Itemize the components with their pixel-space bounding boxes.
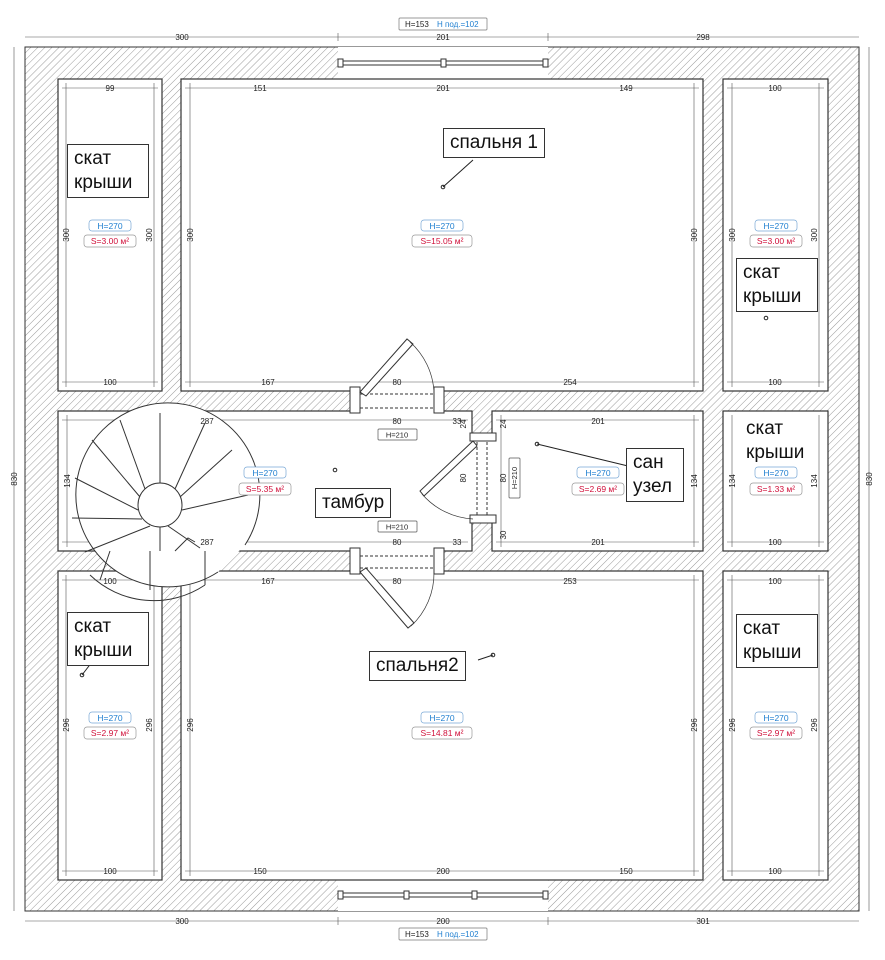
roof-tl-area: S=3.00 м²	[90, 236, 130, 246]
roof-tr-area: S=3.00 м²	[756, 236, 796, 246]
roof-bl-area: S=2.97 м²	[90, 728, 130, 738]
dim-bed1-top-1: 151	[253, 84, 267, 93]
label-bedroom-1: спальня 1	[443, 128, 545, 158]
tambur-door-bottom-height: H=210	[385, 522, 409, 532]
dim-bath-top: 201	[591, 417, 605, 426]
window-bottom-height: H=153	[405, 930, 429, 939]
dim-roof-br-side-r: 296	[810, 718, 819, 732]
roof-tl-height: H=270	[97, 221, 123, 231]
label-bedroom-2: спальня2	[369, 651, 466, 681]
dim-roof-tl-side-r: 300	[145, 228, 154, 242]
outer-bottom-right: 301	[696, 917, 710, 926]
outer-top-right: 298	[696, 33, 710, 42]
label-roof-middle-right: скат крыши	[746, 418, 805, 463]
dim-roof-mr-side-l: 134	[728, 474, 737, 488]
label-roof-bottom-right: скат крыши	[736, 614, 818, 668]
dim-bed1-top-2: 201	[436, 84, 450, 93]
roof-mr-height: H=270	[763, 468, 789, 478]
dim-bath-door-w: 80	[499, 473, 508, 483]
roof-tr-height: H=270	[763, 221, 789, 231]
dim-roof-tr-top: 100	[768, 84, 782, 93]
dim-tambur-small-top: 33	[452, 417, 462, 426]
dim-roof-mr-bottom: 100	[768, 538, 782, 547]
dim-roof-tr-side-r: 300	[810, 228, 819, 242]
dim-bed2-side-l: 296	[186, 718, 195, 732]
dim-bath-small-bottom: 30	[499, 530, 508, 540]
window-bottom-sill: H под.=102	[437, 930, 479, 939]
dim-bed1-bottom-2: 80	[392, 378, 402, 387]
dim-roof-br-side-l: 296	[728, 718, 737, 732]
dim-bed2-bottom-1: 150	[253, 867, 267, 876]
bedroom-2-height: H=270	[429, 713, 455, 723]
outer-bottom-left: 300	[175, 917, 189, 926]
dim-roof-bl-bottom: 100	[103, 867, 117, 876]
dim-bed2-bottom-2: 200	[436, 867, 450, 876]
label-roof-bottom-left: скат крыши	[67, 612, 149, 666]
dim-bed1-bottom-1: 167	[261, 378, 275, 387]
dim-roof-tl-bottom: 100	[103, 378, 117, 387]
bath-area: S=2.69 м²	[578, 484, 618, 494]
dim-roof-tr-bottom: 100	[768, 378, 782, 387]
dim-bed2-bottom-3: 150	[619, 867, 633, 876]
bath-door-height: H=210	[510, 466, 519, 490]
label-roof-top-right: скат крыши	[736, 258, 818, 312]
outer-top-mid: 201	[436, 33, 450, 42]
dim-roof-br-bottom: 100	[768, 867, 782, 876]
dim-roof-tl-top: 99	[105, 84, 115, 93]
dim-roof-bl-side-r: 296	[145, 718, 154, 732]
dim-bed2-top-3: 253	[563, 577, 577, 586]
window-top-sill: H под.=102	[437, 20, 479, 29]
dim-bed1-top-3: 149	[619, 84, 633, 93]
roof-br-height: H=270	[763, 713, 789, 723]
dim-roof-br-top: 100	[768, 577, 782, 586]
tambur-area: S=5.35 м²	[245, 484, 285, 494]
label-bathroom: сан узел	[626, 448, 684, 502]
bath-height: H=270	[585, 468, 611, 478]
dim-bed2-side-r: 296	[690, 718, 699, 732]
tambur-height: H=270	[252, 468, 278, 478]
roof-mr-area: S=1.33 м²	[756, 484, 796, 494]
bedroom-1-area: S=15.05 м²	[420, 236, 464, 246]
dim-tambur-top: 287	[200, 417, 214, 426]
dim-tambur-side: 134	[63, 474, 72, 488]
dim-bath-door: 80	[459, 473, 468, 483]
dim-tambur-door-bottom: 80	[392, 538, 402, 547]
label-tambur: тамбур	[315, 488, 391, 518]
dim-bath-bottom: 201	[591, 538, 605, 547]
dim-tambur-bottom: 287	[200, 538, 214, 547]
dim-tambur-door-top: 80	[392, 417, 402, 426]
dim-roof-tl-side-l: 300	[62, 228, 71, 242]
room-bedroom-2	[181, 571, 703, 880]
bedroom-2-area: S=14.81 м²	[420, 728, 464, 738]
roof-br-area: S=2.97 м²	[756, 728, 796, 738]
label-roof-top-left: скат крыши	[67, 144, 149, 198]
outer-right: 830	[865, 472, 874, 486]
bedroom-1-height: H=270	[429, 221, 455, 231]
dim-roof-bl-top: 100	[103, 577, 117, 586]
tambur-door-top-height: H=210	[385, 430, 409, 440]
dim-roof-bl-side-l: 296	[62, 718, 71, 732]
window-top-height: H=153	[405, 20, 429, 29]
dim-bed1-bottom-3: 254	[563, 378, 577, 387]
outer-left: 830	[10, 472, 19, 486]
dim-tambur-small-bottom: 33	[452, 538, 462, 547]
outer-bottom-mid: 200	[436, 917, 450, 926]
dim-bath-side: 134	[690, 474, 699, 488]
dim-bed2-top-2: 80	[392, 577, 402, 586]
roof-bl-height: H=270	[97, 713, 123, 723]
dim-bath-small-left-top: 24	[459, 419, 468, 429]
dim-bed1-side-l: 300	[186, 228, 195, 242]
dim-bath-small-top: 24	[499, 419, 508, 429]
dim-roof-mr-side-r: 134	[810, 474, 819, 488]
outer-top-left: 300	[175, 33, 189, 42]
dim-roof-tr-side-l: 300	[728, 228, 737, 242]
dim-bed1-side-r: 300	[690, 228, 699, 242]
dim-bed2-top-1: 167	[261, 577, 275, 586]
